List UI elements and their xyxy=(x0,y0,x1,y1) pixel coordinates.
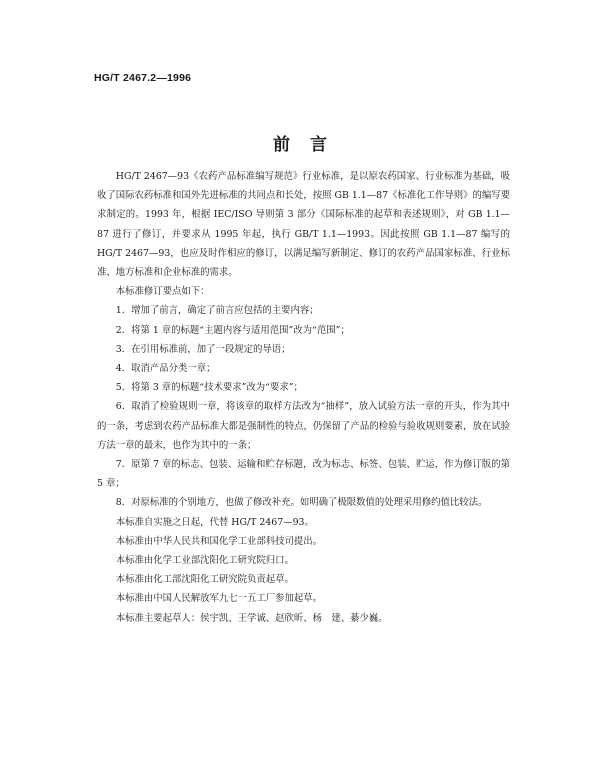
closing-paragraph: 本标准由中华人民共和国化学工业部科技司提出。 xyxy=(115,535,323,547)
standard-code: HG/T 2467.2—1996 xyxy=(94,72,192,84)
revision-item: 7．原第 7 章的标志、包装、运输和贮存标题，改为标志、标签、包装、贮运，作为修订版的第 5 章； xyxy=(97,459,510,490)
revision-item: 8．对原标准的个别地方，也做了修改补充。如明确了极限数值的处理采用修约值比较法。 xyxy=(115,497,488,509)
document-body xyxy=(97,167,510,628)
drafters-paragraph: 本标准主要起草人：侯宇凯、王学诚、赵欣昕、杨 建、綦少巍。 xyxy=(115,612,388,624)
revision-item: 6．取消了检验规则一章，将该章的取样方法改为“抽样”，放入试验方法一章的开头，作为其中的一条，考虑到农药产品标准大都是强制性的特点，仍保留了产品的检验与验收规则要素，放在试验方法一章的最末，也作为其中的一条； xyxy=(97,401,510,451)
revision-heading: 本标准修订要点如下： xyxy=(115,286,210,298)
revision-item: 5．将第 3 章的标题“技术要求”改为“要求”； xyxy=(115,382,303,394)
revision-item: 2．将第 1 章的标题“主题内容与适用范围”改为“范围”； xyxy=(115,324,350,336)
closing-paragraph: 本标准由化工部沈阳化工研究院负责起草。 xyxy=(115,574,294,586)
intro-paragraph: HG/T 2467—93《农药产品标准编写规范》行业标准，是以原农药国家、行业标准为基础，吸收了国际农药标准和国外先进标准的共同点和长处，按照 GB 1.1—87《标准化工作导则》的编写要求制定的。1993 年，根据 IEC/ISO 导则第 3 部分《国际标准的起草和表述规则》，对 GB 1.1—87 进行了修订，并要求从 1995 年起，执行 GB/T 1.1—1993。因此按照 GB 1.1—87 编写的 HG/T 2467—93，也应及时作相应的修订，以满足编写新制定、修订的农药产品国家标准、行业标准、地方标准和企业标准的需求。 xyxy=(97,171,510,279)
closing-paragraph: 本标准由中国人民解放军九七一五工厂参加起草。 xyxy=(115,593,323,605)
revision-list xyxy=(97,301,510,512)
closing-paragraph: 本标准自实施之日起，代替 HG/T 2467—93。 xyxy=(115,516,314,528)
revision-item: 3．在引用标准前，加了一段规定的导语； xyxy=(115,343,291,355)
revision-item: 4．取消产品分类一章； xyxy=(115,363,216,375)
closing-paragraph: 本标准由化学工业部沈阳化工研究院归口。 xyxy=(115,555,294,567)
page-title: 前言 xyxy=(273,135,347,155)
revision-item: 1．增加了前言，确定了前言应包括的主要内容； xyxy=(115,305,319,317)
